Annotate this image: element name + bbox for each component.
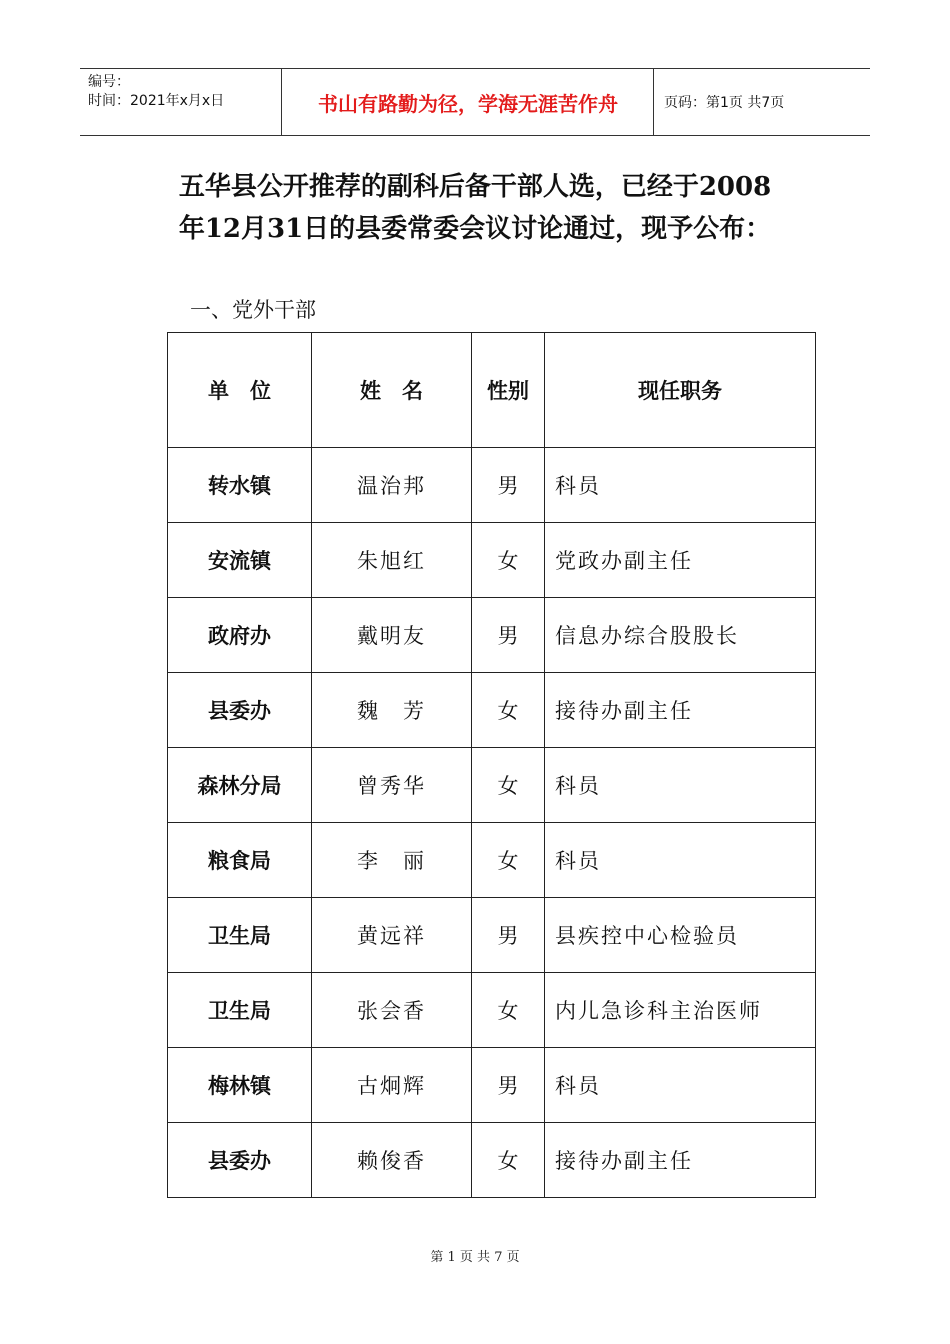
cell-name: 戴明友 xyxy=(312,598,472,673)
cell-sex: 女 xyxy=(472,823,545,898)
header-name: 姓 名 xyxy=(312,333,472,448)
cell-sex: 男 xyxy=(472,1048,545,1123)
cell-post: 科员 xyxy=(545,823,816,898)
header-post: 现任职务 xyxy=(545,333,816,448)
cell-name: 古炯辉 xyxy=(312,1048,472,1123)
table-row xyxy=(168,523,816,598)
cell-post: 科员 xyxy=(545,748,816,823)
header-page-info: 页码：第1页 共7页 xyxy=(664,95,785,111)
header-motto: 书山有路勤为径，学海无涯苦作舟 xyxy=(318,91,618,116)
header-unit: 单 位 xyxy=(168,333,312,448)
page-footer: 第 1 页 共 7 页 xyxy=(430,1250,520,1265)
table-row xyxy=(168,448,816,523)
table-row xyxy=(168,1123,816,1198)
cell-sex: 女 xyxy=(472,523,545,598)
candidate-table xyxy=(167,332,816,1198)
cell-sex: 男 xyxy=(472,898,545,973)
cell-name: 朱旭红 xyxy=(312,523,472,598)
cell-post: 信息办综合股股长 xyxy=(545,598,816,673)
cell-name: 张会香 xyxy=(312,973,472,1048)
cell-post: 接待办副主任 xyxy=(545,673,816,748)
cell-unit: 梅林镇 xyxy=(168,1048,312,1123)
section-heading: 一、党外干部 xyxy=(190,298,316,322)
cell-post: 县疾控中心检验员 xyxy=(545,898,816,973)
cell-unit: 安流镇 xyxy=(168,523,312,598)
cell-sex: 男 xyxy=(472,448,545,523)
cell-unit: 转水镇 xyxy=(168,448,312,523)
table-header-row xyxy=(168,333,816,448)
cell-post: 党政办副主任 xyxy=(545,523,816,598)
cell-name: 赖俊香 xyxy=(312,1123,472,1198)
cell-unit: 县委办 xyxy=(168,673,312,748)
cell-post: 科员 xyxy=(545,448,816,523)
cell-unit: 卫生局 xyxy=(168,973,312,1048)
document-header xyxy=(80,68,870,136)
header-time-label: 时间：2021年x月x日 xyxy=(88,93,225,109)
cell-unit: 政府办 xyxy=(168,598,312,673)
cell-name: 魏 芳 xyxy=(312,673,472,748)
cell-post: 内儿急诊科主治医师 xyxy=(545,973,816,1048)
cell-unit: 粮食局 xyxy=(168,823,312,898)
table-row xyxy=(168,823,816,898)
table-row xyxy=(168,1048,816,1123)
title-line-1: 五华县公开推荐的副科后备干部人选，已经于2008 xyxy=(178,172,772,202)
cell-sex: 女 xyxy=(472,673,545,748)
cell-name: 曾秀华 xyxy=(312,748,472,823)
cell-unit: 卫生局 xyxy=(168,898,312,973)
table-row xyxy=(168,973,816,1048)
cell-sex: 女 xyxy=(472,748,545,823)
table-row xyxy=(168,598,816,673)
title-line-2: 年12月31日的县委常委会议讨论通过，现予公布： xyxy=(178,214,772,244)
table-row xyxy=(168,673,816,748)
table-row xyxy=(168,748,816,823)
header-sex: 性别 xyxy=(472,333,545,448)
cell-post: 科员 xyxy=(545,1048,816,1123)
table-row xyxy=(168,898,816,973)
document-title xyxy=(130,166,820,250)
cell-sex: 男 xyxy=(472,598,545,673)
cell-unit: 县委办 xyxy=(168,1123,312,1198)
header-meta xyxy=(88,73,224,111)
cell-sex: 女 xyxy=(472,1123,545,1198)
cell-unit: 森林分局 xyxy=(168,748,312,823)
cell-name: 温治邦 xyxy=(312,448,472,523)
header-code-label: 编号： xyxy=(88,74,130,90)
cell-name: 黄远祥 xyxy=(312,898,472,973)
cell-post: 接待办副主任 xyxy=(545,1123,816,1198)
cell-name: 李 丽 xyxy=(312,823,472,898)
cell-sex: 女 xyxy=(472,973,545,1048)
